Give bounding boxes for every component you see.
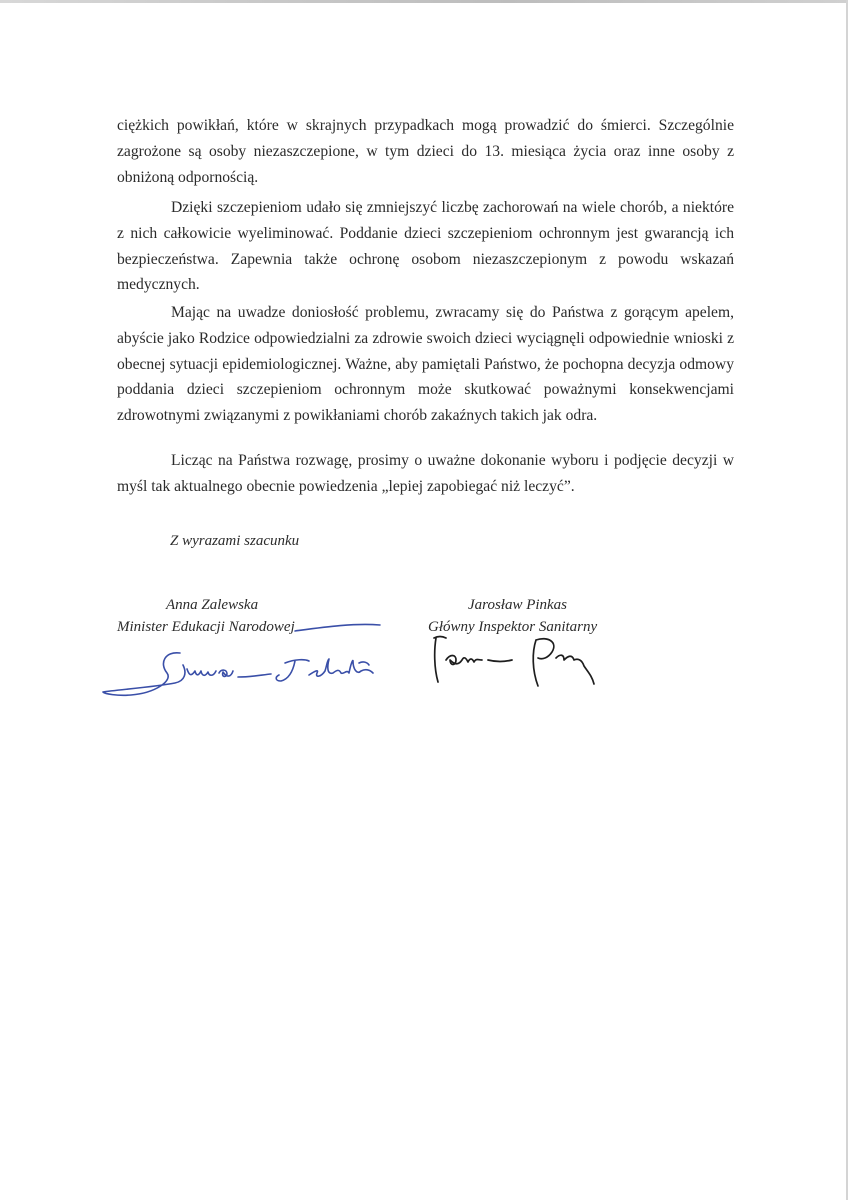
letter-paragraph-2: Dzięki szczepieniom udało się zmniejszyć liczbę zachorowań na wiele chorób, a niektóre z nich całkowicie wyeliminować. Poddanie dzieci szczepieniom ochronnym jest gwarancją ich bezpieczeństwa. Zapewnia także ochronę osobom niezaszczepionym z powodu wskazań medycznych. bbox=[117, 199, 734, 294]
letter-paragraph-1: ciężkich powikłań, które w skrajnych przypadkach mogą prowadzić do śmierci. Szczególnie zagrożone są osoby niezaszczepione, w tym dzieci do 13. miesiąca życia oraz inne osoby z obniżoną odpornością. bbox=[117, 117, 734, 186]
scan-top-edge bbox=[0, 0, 848, 3]
letter-paragraph-4: Licząc na Państwa rozwagę, prosimy o uważne dokonanie wyboru i podjęcie decyzji w myśl tak aktualnego obecnie powiedzenia „lepiej zapobiegać niż leczyć”. bbox=[117, 452, 734, 495]
signatory-2-name: Jarosław Pinkas bbox=[468, 597, 568, 613]
signatory-1-role: Minister Edukacji Narodowej bbox=[117, 619, 295, 635]
signature-1-strokes bbox=[103, 624, 380, 695]
signature-2-strokes bbox=[434, 637, 594, 687]
signatory-2-role: Główny Inspektor Sanitarny bbox=[428, 619, 598, 635]
closing-phrase: Z wyrazami szacunku bbox=[170, 533, 300, 549]
signature-2-handwritten bbox=[428, 630, 608, 690]
signature-1-handwritten bbox=[95, 615, 385, 715]
letter-paragraph-3: Mając na uwadze doniosłość problemu, zwracamy się do Państwa z gorącym apelem, abyście jako Rodzice odpowiedzialni za zdrowie swoich dzieci wyciągnęli odpowiednie wnioski z obecnej sytuacji epidemiologicznej. Ważne, aby pamiętali Państwo, że pochopna decyzja odmowy poddania dzieci szczepieniom ochronnym może skutkować poważnymi konsekwencjami zdrowotnymi związanymi z powikłaniami chorób zakaźnych takich jak odra. bbox=[117, 304, 734, 425]
signatory-1-name: Anna Zalewska bbox=[166, 597, 259, 613]
